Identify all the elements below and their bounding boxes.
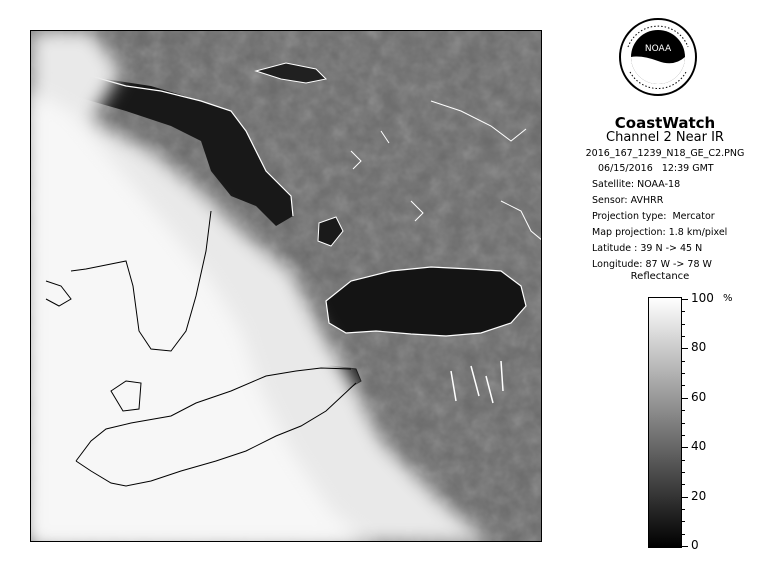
colorbar-tick-label: 0 bbox=[691, 538, 699, 552]
colorbar-minor-tick bbox=[682, 472, 685, 473]
channel-label: Channel 2 Near IR bbox=[606, 130, 724, 145]
file-name: 2016_167_1239_N18_GE_C2.PNG bbox=[585, 148, 745, 159]
colorbar-minor-tick bbox=[682, 460, 685, 461]
colorbar-minor-tick bbox=[682, 435, 685, 436]
colorbar-minor-tick bbox=[682, 521, 685, 522]
colorbar-title: Reflectance bbox=[630, 271, 690, 282]
colorbar-minor-tick bbox=[682, 324, 685, 325]
colorbar-minor-tick bbox=[682, 410, 685, 411]
map-projection: Map projection: 1.8 km/pixel bbox=[592, 227, 728, 238]
colorbar-tick-mark bbox=[682, 497, 688, 498]
colorbar-tick-mark bbox=[682, 398, 688, 399]
projection-type: Projection type: Mercator bbox=[592, 211, 715, 222]
colorbar-tick-label: 100 bbox=[691, 291, 714, 305]
colorbar-minor-tick bbox=[682, 423, 685, 424]
colorbar-minor-tick bbox=[682, 336, 685, 337]
latitude-range: Latitude : 39 N -> 45 N bbox=[592, 243, 703, 254]
colorbar-tick-mark bbox=[682, 299, 688, 300]
colorbar-tick-mark bbox=[682, 447, 688, 448]
colorbar-minor-tick bbox=[682, 534, 685, 535]
sensor: Sensor: AVHRR bbox=[592, 195, 664, 206]
noaa-seal-icon bbox=[618, 17, 698, 97]
svg-text:NOAA: NOAA bbox=[644, 44, 672, 54]
colorbar-minor-tick bbox=[682, 509, 685, 510]
colorbar-tick-label: 20 bbox=[691, 488, 707, 503]
colorbar-tick-label: 40 bbox=[691, 439, 707, 454]
satellite: Satellite: NOAA-18 bbox=[592, 179, 681, 190]
product-title: CoastWatch bbox=[614, 114, 716, 132]
colorbar-minor-tick bbox=[682, 484, 685, 485]
colorbar-tick-mark bbox=[682, 546, 688, 547]
colorbar bbox=[648, 297, 682, 548]
colorbar-tick-label: 60 bbox=[691, 389, 707, 404]
colorbar-unit: % bbox=[723, 293, 733, 304]
longitude-range: Longitude: 87 W -> 78 W bbox=[592, 259, 712, 270]
colorbar-tick-mark bbox=[682, 348, 688, 349]
colorbar-minor-tick bbox=[682, 385, 685, 386]
colorbar-minor-tick bbox=[682, 373, 685, 374]
colorbar-tick-label: 80 bbox=[691, 340, 707, 355]
satellite-image bbox=[30, 30, 542, 542]
colorbar-minor-tick bbox=[682, 311, 685, 312]
colorbar-minor-tick bbox=[682, 361, 685, 362]
date-time: 06/15/2016 12:39 GMT bbox=[598, 163, 714, 174]
noaa-logo bbox=[618, 17, 698, 109]
